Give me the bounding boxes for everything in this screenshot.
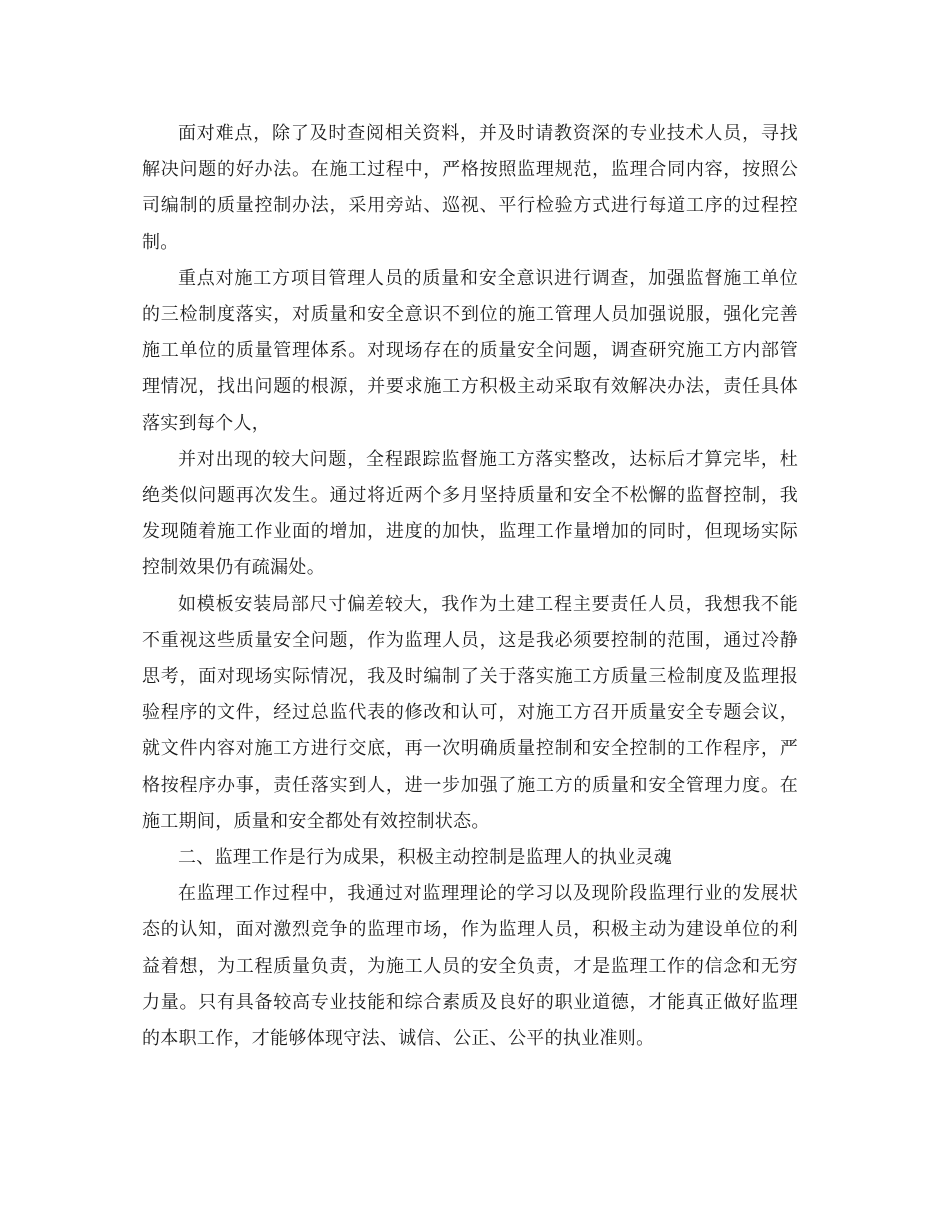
paragraph-5: 在监理工作过程中，我通过对监理理论的学习以及现阶段监理行业的发展状态的认知，面对激烈竞争的监理市场，作为监理人员，积极主动为建设单位的利益着想，为工程质量负责，为施工人员的安全负责，才是监理工作的信念和无穷力量。只有具备较高专业技能和综合素质及良好的职业道德，才能真正做好监理的本职工作，才能够体现守法、诚信、公正、公平的执业准则。	[142, 883, 798, 1050]
paragraph-4: 如模板安装局部尺寸偏差较大，我作为土建工程主要责任人员，我想我不能不重视这些质量安全问题，作为监理人员，这是我必须要控制的范围，通过冷静思考，面对现场实际情况，我及时编制了关于落实施工方质量三检制度及监理报验程序的文件，经过总监代表的修改和认可，对施工方召开质量安全专题会议，就文件内容对施工方进行交底，再一次明确质量控制和安全控制的工作程序，严格按程序办事，责任落实到人，进一步加强了施工方的质量和安全管理力度。在施工期间，质量和安全都处有效控制状态。	[142, 593, 798, 832]
paragraph-3: 并对出现的较大问题，全程跟踪监督施工方落实整改，达标后才算完毕，杜绝类似问题再次发生。通过将近两个多月坚持质量和安全不松懈的监督控制，我发现随着施工作业面的增加，进度的加快，监理工作量增加的同时，但现场实际控制效果仍有疏漏处。	[142, 448, 798, 579]
section-heading: 二、监理工作是行为成果，积极主动控制是监理人的执业灵魂	[178, 847, 673, 869]
document-body	[142, 116, 798, 1057]
paragraph-2: 重点对施工方项目管理人员的质量和安全意识进行调查，加强监督施工单位的三检制度落实，对质量和安全意识不到位的施工管理人员加强说服，强化完善施工单位的质量管理体系。对现场存在的质量安全问题，调查研究施工方内部管理情况，找出问题的根源，并要求施工方积极主动采取有效解决办法，责任具体落实到每个人，	[142, 267, 798, 434]
paragraph-1: 面对难点，除了及时查阅相关资料，并及时请教资深的专业技术人员，寻找解决问题的好办法。在施工过程中，严格按照监理规范，监理合同内容，按照公司编制的质量控制办法，采用旁站、巡视、平行检验方式进行每道工序的过程控制。	[142, 123, 798, 253]
